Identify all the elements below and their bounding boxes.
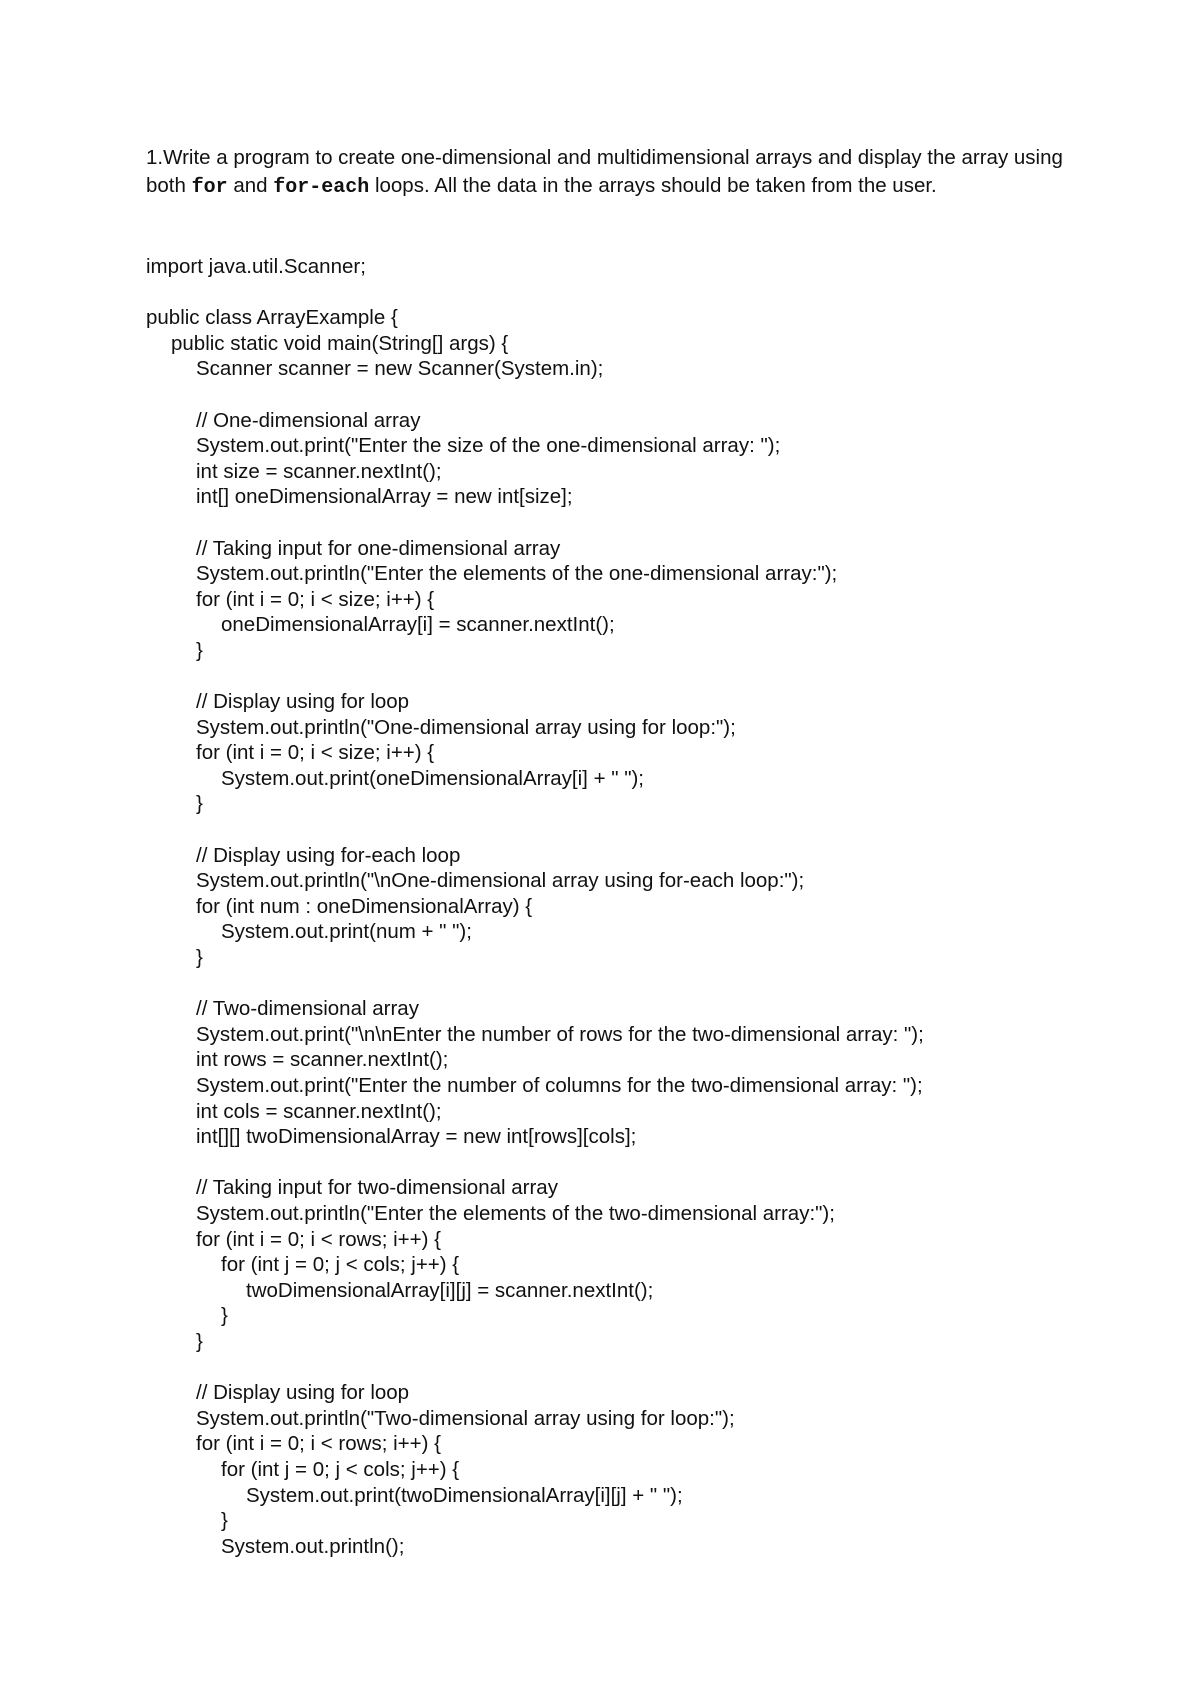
- code-line: // Display using for loop: [196, 690, 410, 714]
- code-line: // Taking input for one-dimensional array: [196, 536, 561, 560]
- code-line: System.out.print(oneDimensionalArray[i] + " ");: [221, 766, 645, 790]
- code-line: System.out.println("Enter the elements of the one-dimensional array:");: [196, 562, 838, 586]
- code-line: }: [196, 638, 203, 662]
- code-line: System.out.println("One-dimensional array using for loop:");: [196, 715, 736, 739]
- code-line: for (int i = 0; i < rows; i++) {: [196, 1227, 441, 1251]
- code-line: System.out.println("Enter the elements of the two-dimensional array:");: [196, 1201, 835, 1225]
- code-line: System.out.print("Enter the size of the one-dimensional array: ");: [196, 434, 781, 458]
- code-line: System.out.print(twoDimensionalArray[i][j] + " ");: [246, 1483, 683, 1507]
- code-line: int cols = scanner.nextInt();: [196, 1099, 442, 1123]
- blank-code-line: [146, 1355, 1106, 1381]
- code-line: }: [221, 1304, 228, 1328]
- code-line: System.out.print(num + " ");: [221, 920, 472, 944]
- code-line: // One-dimensional array: [196, 408, 421, 432]
- code-line: System.out.println("Two-dimensional array using for loop:");: [196, 1406, 735, 1430]
- code-line: System.out.print("Enter the number of columns for the two-dimensional array: ");: [196, 1074, 923, 1097]
- code-line: }: [196, 946, 203, 970]
- code-line: for (int j = 0; j < cols; j++) {: [221, 1457, 460, 1481]
- for-keyword: for: [191, 175, 228, 199]
- code-line: oneDimensionalArray[i] = scanner.nextInt();: [221, 613, 615, 637]
- blank-code-line: [146, 817, 1106, 843]
- code-line: // Taking input for two-dimensional array: [196, 1176, 558, 1200]
- code-line: }: [221, 1509, 228, 1533]
- blank-code-line: [146, 971, 1106, 997]
- code-line: System.out.println();: [221, 1534, 405, 1558]
- question-text: [146, 144, 1066, 201]
- code-line: int rows = scanner.nextInt();: [196, 1048, 449, 1072]
- code-line: }: [196, 1329, 203, 1353]
- code-line: import java.util.Scanner;: [146, 255, 366, 278]
- code-line: }: [196, 792, 203, 816]
- code-line: int[] oneDimensionalArray = new int[size];: [196, 485, 573, 509]
- java-code-block: [146, 254, 1106, 1559]
- code-line: // Display using for loop: [196, 1381, 410, 1405]
- code-line: int[][] twoDimensionalArray = new int[rows][cols];: [196, 1125, 637, 1149]
- code-line: for (int i = 0; i < size; i++) {: [196, 741, 435, 765]
- code-line: public class ArrayExample {: [146, 306, 398, 330]
- blank-code-line: [146, 510, 1106, 536]
- code-line: for (int num : oneDimensionalArray) {: [196, 894, 533, 918]
- code-line: int size = scanner.nextInt();: [196, 459, 442, 483]
- blank-code-line: [146, 1150, 1106, 1176]
- code-line: System.out.println("\nOne-dimensional array using for-each loop:");: [196, 869, 805, 893]
- blank-code-line: [146, 280, 1106, 306]
- question-outro: loops. All the data in the arrays should be taken from the user.: [369, 173, 937, 197]
- blank-code-line: [146, 382, 1106, 408]
- blank-code-line: [146, 664, 1106, 690]
- code-line: // Display using for-each loop: [196, 843, 461, 867]
- code-line: twoDimensionalArray[i][j] = scanner.nextInt();: [246, 1278, 654, 1302]
- for-each-keyword: for-each: [273, 175, 370, 199]
- code-line: // Two-dimensional array: [196, 997, 419, 1021]
- code-line: System.out.print("\n\nEnter the number of rows for the two-dimensional array: ");: [196, 1022, 924, 1046]
- question-connector: and: [227, 173, 274, 197]
- code-line: for (int i = 0; i < rows; i++) {: [196, 1432, 441, 1456]
- code-line: for (int j = 0; j < cols; j++) {: [221, 1253, 460, 1277]
- code-line: public static void main(String[] args) {: [171, 331, 509, 355]
- code-line: for (int i = 0; i < size; i++) {: [196, 587, 435, 611]
- question-intro: 1.Write a program to create one-dimensional and multidimensional arrays and display the array using both: [146, 146, 1063, 197]
- code-line: Scanner scanner = new Scanner(System.in);: [196, 357, 604, 381]
